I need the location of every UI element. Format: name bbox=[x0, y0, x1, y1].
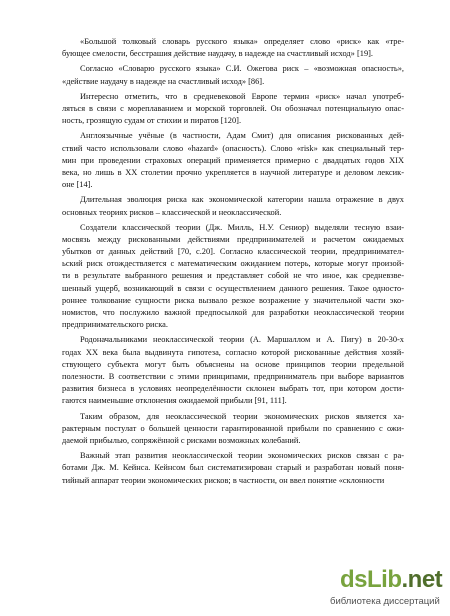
paragraph bbox=[62, 222, 404, 332]
text-line: оне [14]. bbox=[62, 180, 93, 190]
paragraph bbox=[62, 130, 404, 191]
paragraph bbox=[62, 450, 404, 487]
text-line: Таким образом, для неоклассической теории экономических рисков является ха- bbox=[80, 411, 404, 421]
text-line: Англоязычные учёные (в частности, Адам Смит) для описания рискованных дей- bbox=[80, 131, 404, 141]
text-line: развития бизнеса в условиях неопределённости склонен выбрать тот, при котором дости- bbox=[62, 384, 404, 394]
text-line: ляться в связи с мореплаванием и морской торговлей. Он обозначал потенциальную опас- bbox=[62, 103, 404, 113]
text-line: мин при проведении страховых операций применяется примерно с двадцатых годов XIX bbox=[62, 155, 404, 165]
paragraph bbox=[62, 411, 404, 448]
text-line: ьский риск отождествляется с математическим ожиданием потерь, которые могут произой- bbox=[62, 259, 404, 269]
paragraph bbox=[62, 91, 404, 128]
text-line: убытков от данных действий [70, c.20]. Согласно классической теории, предпринимател- bbox=[62, 247, 404, 257]
text-line: предпринимательского риска. bbox=[62, 320, 168, 330]
text-line: Родоначальниками неоклассической теории (А. Маршаллом и А. Пигу) в 20-30-х bbox=[80, 335, 404, 345]
paragraph bbox=[62, 194, 404, 218]
text-line: шенный ущерб, возникающий в связи с осуществлением данного решения. Такое односто- bbox=[62, 283, 404, 293]
text-line: роннее толкование сущности риска вызвало резкое возражение у значительной части эко- bbox=[62, 295, 404, 305]
text-line: ствующего субъекта могут быть объяснены на основе принципов теории предельной bbox=[62, 359, 404, 369]
text-line: Интересно отметить, что в средневековой Европе термин «риск» начал употреб- bbox=[80, 91, 404, 101]
text-line: Согласно «Словарю русского языка» С.И. Ожегова риск – «возможная опасность», bbox=[80, 64, 404, 74]
text-line: гаются наименьшие отклонения ожидаемой прибыли [91, 111]. bbox=[62, 396, 287, 406]
document-page bbox=[62, 36, 404, 490]
watermark-logo bbox=[340, 566, 442, 594]
paragraph bbox=[62, 36, 404, 60]
text-line: рактерным постулат о большей ценности гарантированной прибыли по сравнению с ожи- bbox=[62, 423, 404, 433]
paragraph bbox=[62, 63, 404, 87]
text-line: века, но лишь в XX столетии прочно укрепляется в научной литературе и деловом лексик- bbox=[62, 167, 404, 177]
text-line: мосвязь между рискованными действиями предпринимателей и расчетом ожидаемых bbox=[62, 234, 404, 244]
text-line: ность, грозящую судам от стихии и пиратов [120]. bbox=[62, 116, 242, 126]
text-line: ствий часто использовали слово «hazard» (опасность). Слово «risk» как специальный тер- bbox=[62, 143, 404, 153]
text-line: основных теориях рисков – классической и неоклассической. bbox=[62, 207, 282, 217]
text-line: Длительная эволюция риска как экономической категории нашла отражение в двух bbox=[80, 195, 404, 205]
text-line: даемой прибылью, сопряжённой с рисками возможных колебаний. bbox=[62, 435, 301, 445]
text-line: ботами Дж. М. Кейнса. Кейнсом был систематизирован старый и разработан новый поня- bbox=[62, 463, 404, 473]
text-line: Создатели классической теории (Дж. Милль, Н.У. Сениор) выделяли тесную взаи- bbox=[80, 222, 404, 232]
watermark-subtitle: библиотека диссертаций bbox=[330, 596, 440, 607]
text-line: полезности. В соответствии с этими принципами, предприниматель при выборе вариантов bbox=[62, 371, 404, 381]
watermark-logo-suffix: .net bbox=[401, 566, 443, 593]
text-line: «Большой толковый словарь русского языка» определяет слово «риск» как «тре- bbox=[80, 37, 404, 46]
watermark-logo-text: dsLib bbox=[340, 566, 402, 593]
paragraph bbox=[62, 334, 404, 407]
text-line: Важный этап развития неоклассической теории экономических рисков связан с ра- bbox=[80, 451, 404, 461]
text-line: тийный аппарат теории экономических рисков; в частности, он ввел понятие «склонности bbox=[62, 475, 385, 485]
text-line: годах XX века была выдвинута гипотеза, согласно которой рискованные действия хозяй- bbox=[62, 347, 404, 357]
text-line: ти в результате выбранного решения и представляет собой не что иное, как средневзве- bbox=[62, 271, 404, 281]
text-line: номистов, что послужило важной предпосылкой для разработки неоклассической теории bbox=[62, 308, 404, 318]
watermark bbox=[330, 566, 442, 610]
text-line: бующее смелости, бесстрашия действие наудачу, в надежде на счастливый исход» [19]. bbox=[62, 49, 374, 59]
text-line: «действие наудачу в надежде на счастливый исход» [86]. bbox=[62, 76, 265, 86]
